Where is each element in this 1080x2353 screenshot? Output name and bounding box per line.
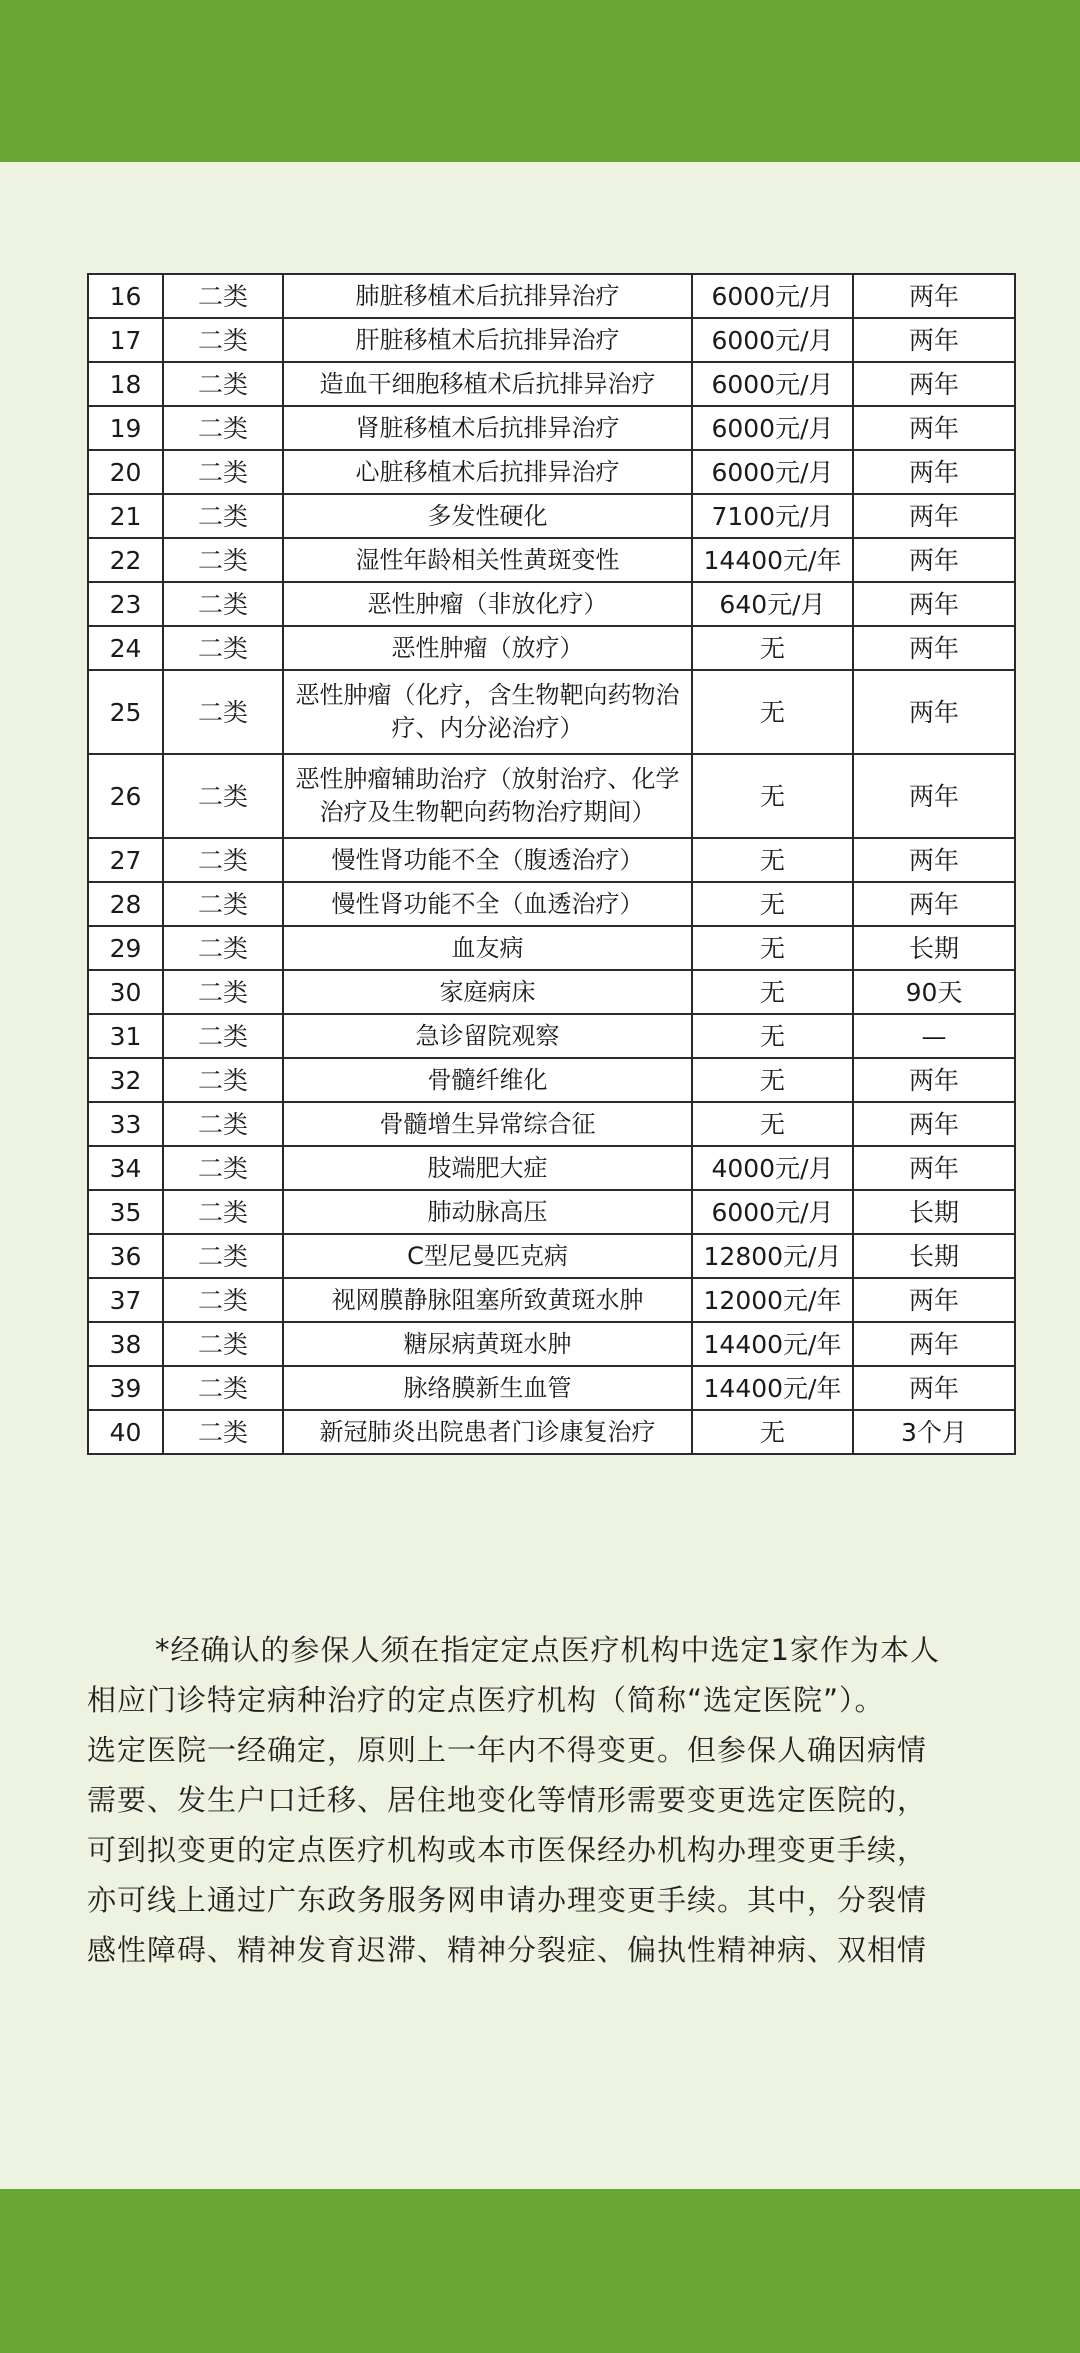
cell-validity-period: 3个月 <box>853 1410 1015 1454</box>
cell-disease-name: 血友病 <box>283 926 692 970</box>
cell-number: 30 <box>88 970 163 1014</box>
cell-disease-name: 湿性年龄相关性黄斑变性 <box>283 538 692 582</box>
cell-validity-period: 长期 <box>853 926 1015 970</box>
cell-payment-limit: 7100元/月 <box>692 494 853 538</box>
cell-payment-limit: 12000元/年 <box>692 1278 853 1322</box>
cell-disease-name: 脉络膜新生血管 <box>283 1366 692 1410</box>
cell-disease-name: 糖尿病黄斑水肿 <box>283 1322 692 1366</box>
cell-category: 二类 <box>163 1102 283 1146</box>
table-row <box>88 582 1015 626</box>
cell-disease-name: 家庭病床 <box>283 970 692 1014</box>
cell-payment-limit: 6000元/月 <box>692 406 853 450</box>
cell-category: 二类 <box>163 1410 283 1454</box>
cell-disease-name: 恶性肿瘤（放疗） <box>283 626 692 670</box>
cell-category: 二类 <box>163 538 283 582</box>
cell-payment-limit: 6000元/月 <box>692 318 853 362</box>
cell-payment-limit: 无 <box>692 1102 853 1146</box>
cell-number: 20 <box>88 450 163 494</box>
cell-validity-period: 两年 <box>853 318 1015 362</box>
table-row <box>88 626 1015 670</box>
notes-paragraph <box>87 1625 1014 1975</box>
cell-payment-limit: 无 <box>692 882 853 926</box>
notes-line: 需要、发生户口迁移、居住地变化等情形需要变更选定医院的， <box>87 1783 928 1817</box>
table-row <box>88 318 1015 362</box>
cell-payment-limit: 无 <box>692 1014 853 1058</box>
cell-category: 二类 <box>163 1146 283 1190</box>
notes-line: 相应门诊特定病种治疗的定点医疗机构（简称“选定医院”）。 <box>87 1683 885 1717</box>
cell-number: 29 <box>88 926 163 970</box>
cell-number: 32 <box>88 1058 163 1102</box>
cell-number: 17 <box>88 318 163 362</box>
cell-payment-limit: 14400元/年 <box>692 1322 853 1366</box>
table-row <box>88 970 1015 1014</box>
cell-number: 35 <box>88 1190 163 1234</box>
cell-number: 33 <box>88 1102 163 1146</box>
cell-disease-name: 肺脏移植术后抗排异治疗 <box>283 274 692 318</box>
cell-number: 36 <box>88 1234 163 1278</box>
cell-payment-limit: 4000元/月 <box>692 1146 853 1190</box>
table-row <box>88 1410 1015 1454</box>
cell-disease-name: 骨髓纤维化 <box>283 1058 692 1102</box>
cell-validity-period: — <box>853 1014 1015 1058</box>
cell-number: 38 <box>88 1322 163 1366</box>
header-band <box>0 0 1080 162</box>
cell-category: 二类 <box>163 494 283 538</box>
cell-disease-name: 视网膜静脉阻塞所致黄斑水肿 <box>283 1278 692 1322</box>
cell-validity-period: 两年 <box>853 538 1015 582</box>
table-row <box>88 406 1015 450</box>
cell-disease-name: 心脏移植术后抗排异治疗 <box>283 450 692 494</box>
cell-category: 二类 <box>163 450 283 494</box>
cell-disease-name: 造血干细胞移植术后抗排异治疗 <box>283 362 692 406</box>
cell-validity-period: 两年 <box>853 754 1015 838</box>
cell-category: 二类 <box>163 1278 283 1322</box>
cell-disease-name: 慢性肾功能不全（腹透治疗） <box>283 838 692 882</box>
cell-category: 二类 <box>163 274 283 318</box>
cell-payment-limit: 无 <box>692 1058 853 1102</box>
table-row <box>88 882 1015 926</box>
cell-number: 34 <box>88 1146 163 1190</box>
cell-category: 二类 <box>163 406 283 450</box>
footer-band <box>0 2189 1080 2353</box>
cell-validity-period: 两年 <box>853 1102 1015 1146</box>
cell-payment-limit: 6000元/月 <box>692 362 853 406</box>
cell-validity-period: 两年 <box>853 582 1015 626</box>
cell-validity-period: 两年 <box>853 1366 1015 1410</box>
cell-category: 二类 <box>163 1058 283 1102</box>
disease-table <box>87 273 1016 1455</box>
table-row <box>88 670 1015 754</box>
cell-payment-limit: 无 <box>692 626 853 670</box>
cell-validity-period: 两年 <box>853 406 1015 450</box>
cell-payment-limit: 无 <box>692 926 853 970</box>
notes-line: *经确认的参保人须在指定定点医疗机构中选定1家作为本人 <box>155 1633 940 1667</box>
cell-disease-name: 肺动脉高压 <box>283 1190 692 1234</box>
cell-payment-limit: 无 <box>692 838 853 882</box>
table-row <box>88 538 1015 582</box>
cell-payment-limit: 12800元/月 <box>692 1234 853 1278</box>
cell-category: 二类 <box>163 838 283 882</box>
cell-validity-period: 两年 <box>853 1146 1015 1190</box>
cell-category: 二类 <box>163 926 283 970</box>
cell-number: 24 <box>88 626 163 670</box>
table-row <box>88 494 1015 538</box>
cell-category: 二类 <box>163 1190 283 1234</box>
cell-validity-period: 两年 <box>853 882 1015 926</box>
cell-category: 二类 <box>163 1322 283 1366</box>
table-row <box>88 274 1015 318</box>
cell-disease-name: 肝脏移植术后抗排异治疗 <box>283 318 692 362</box>
disease-table-body <box>88 274 1015 1454</box>
cell-validity-period: 两年 <box>853 450 1015 494</box>
cell-number: 27 <box>88 838 163 882</box>
cell-payment-limit: 14400元/年 <box>692 1366 853 1410</box>
cell-validity-period: 两年 <box>853 1278 1015 1322</box>
table-row <box>88 754 1015 838</box>
cell-number: 23 <box>88 582 163 626</box>
cell-disease-name: 恶性肿瘤（化疗，含生物靶向药物治疗、内分泌治疗） <box>283 670 692 754</box>
cell-payment-limit: 无 <box>692 1410 853 1454</box>
table-row <box>88 838 1015 882</box>
cell-category: 二类 <box>163 1366 283 1410</box>
table-row <box>88 1278 1015 1322</box>
table-row <box>88 1366 1015 1410</box>
cell-validity-period: 两年 <box>853 274 1015 318</box>
cell-category: 二类 <box>163 362 283 406</box>
cell-validity-period: 两年 <box>853 362 1015 406</box>
cell-payment-limit: 无 <box>692 970 853 1014</box>
cell-validity-period: 两年 <box>853 1322 1015 1366</box>
table-row <box>88 1102 1015 1146</box>
cell-validity-period: 两年 <box>853 494 1015 538</box>
cell-number: 37 <box>88 1278 163 1322</box>
table-row <box>88 362 1015 406</box>
cell-disease-name: 恶性肿瘤（非放化疗） <box>283 582 692 626</box>
cell-disease-name: 急诊留院观察 <box>283 1014 692 1058</box>
table-row <box>88 926 1015 970</box>
cell-category: 二类 <box>163 1014 283 1058</box>
cell-payment-limit: 无 <box>692 754 853 838</box>
cell-disease-name: 慢性肾功能不全（血透治疗） <box>283 882 692 926</box>
cell-number: 31 <box>88 1014 163 1058</box>
cell-payment-limit: 14400元/年 <box>692 538 853 582</box>
cell-number: 22 <box>88 538 163 582</box>
cell-category: 二类 <box>163 318 283 362</box>
cell-category: 二类 <box>163 670 283 754</box>
cell-validity-period: 90天 <box>853 970 1015 1014</box>
cell-validity-period: 两年 <box>853 626 1015 670</box>
cell-number: 39 <box>88 1366 163 1410</box>
cell-payment-limit: 无 <box>692 670 853 754</box>
table-row <box>88 1322 1015 1366</box>
cell-number: 25 <box>88 670 163 754</box>
table-row <box>88 1234 1015 1278</box>
cell-category: 二类 <box>163 582 283 626</box>
cell-payment-limit: 640元/月 <box>692 582 853 626</box>
cell-payment-limit: 6000元/月 <box>692 1190 853 1234</box>
notes-line: 亦可线上通过广东政务服务网申请办理变更手续。其中，分裂情 <box>87 1883 928 1917</box>
cell-payment-limit: 6000元/月 <box>692 274 853 318</box>
table-row <box>88 1146 1015 1190</box>
cell-number: 21 <box>88 494 163 538</box>
cell-category: 二类 <box>163 1234 283 1278</box>
cell-disease-name: 肢端肥大症 <box>283 1146 692 1190</box>
cell-number: 18 <box>88 362 163 406</box>
cell-validity-period: 两年 <box>853 838 1015 882</box>
cell-disease-name: 恶性肿瘤辅助治疗（放射治疗、化学治疗及生物靶向药物治疗期间） <box>283 754 692 838</box>
cell-validity-period: 长期 <box>853 1234 1015 1278</box>
cell-number: 26 <box>88 754 163 838</box>
notes-line: 感性障碍、精神发育迟滞、精神分裂症、偏执性精神病、双相情 <box>87 1933 928 1967</box>
cell-category: 二类 <box>163 970 283 1014</box>
table-row <box>88 1014 1015 1058</box>
table-row <box>88 1058 1015 1102</box>
cell-category: 二类 <box>163 882 283 926</box>
cell-validity-period: 长期 <box>853 1190 1015 1234</box>
cell-number: 28 <box>88 882 163 926</box>
cell-payment-limit: 6000元/月 <box>692 450 853 494</box>
notes-line: 可到拟变更的定点医疗机构或本市医保经办机构办理变更手续， <box>87 1833 928 1867</box>
cell-number: 16 <box>88 274 163 318</box>
cell-number: 19 <box>88 406 163 450</box>
cell-validity-period: 两年 <box>853 1058 1015 1102</box>
cell-validity-period: 两年 <box>853 670 1015 754</box>
cell-disease-name: 肾脏移植术后抗排异治疗 <box>283 406 692 450</box>
cell-category: 二类 <box>163 754 283 838</box>
cell-disease-name: 新冠肺炎出院患者门诊康复治疗 <box>283 1410 692 1454</box>
cell-disease-name: 多发性硬化 <box>283 494 692 538</box>
cell-category: 二类 <box>163 626 283 670</box>
cell-disease-name: 骨髓增生异常综合征 <box>283 1102 692 1146</box>
cell-number: 40 <box>88 1410 163 1454</box>
table-row <box>88 1190 1015 1234</box>
table-row <box>88 450 1015 494</box>
notes-line: 选定医院一经确定，原则上一年内不得变更。但参保人确因病情 <box>87 1733 928 1767</box>
cell-disease-name: C型尼曼匹克病 <box>283 1234 692 1278</box>
